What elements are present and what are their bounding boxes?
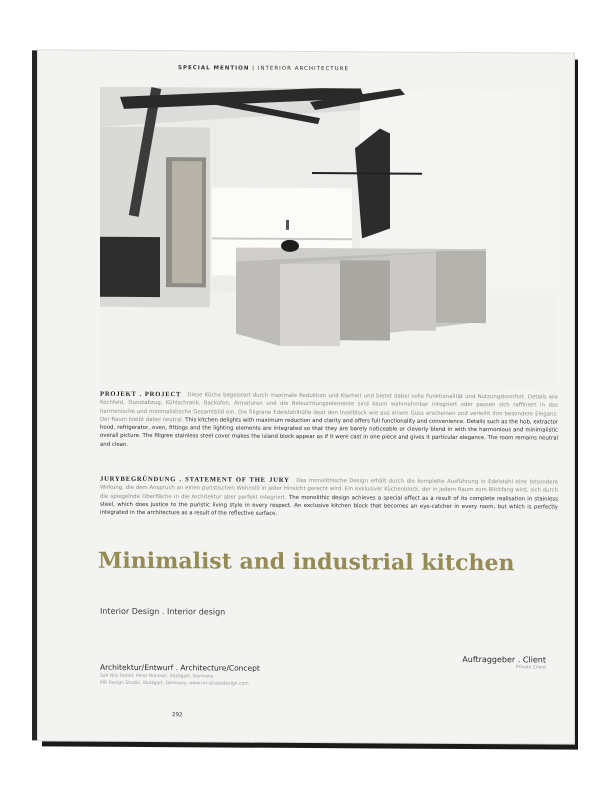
project-label: PROJEKT . PROJECT bbox=[100, 390, 182, 399]
project-section bbox=[100, 391, 558, 452]
header-category: SPECIAL MENTION bbox=[178, 65, 250, 72]
client-value: Private Client bbox=[515, 665, 546, 671]
kitchen-photo bbox=[100, 87, 556, 386]
jury-label: JURYBEGRÜNDUNG . STATEMENT OF THE JURY bbox=[100, 475, 290, 484]
page-title: Minimalist and industrial kitchen bbox=[98, 547, 515, 577]
architecture-line-1: Sah Nils Detlef, Peter Ruhmer, Stuttgart, Germany bbox=[100, 673, 214, 680]
architecture-info bbox=[100, 663, 260, 687]
client-label: Auftraggeber . Client bbox=[462, 654, 546, 665]
jury-text-de: Das monolithische Design erhält durch die komplette Ausführung in Edelstahl eine besondere Wirkung, die dem Anspruch an einen puristischen Wohnstil in jeder Hinsicht gerecht wird. Ein exklusiver Küchenblock, der in jedem Raum zum Blickfang wird, sich durch die spiegelnde Oberfläche in die Architektur aber perfekt integriert. bbox=[100, 477, 558, 501]
magazine-page bbox=[38, 50, 574, 743]
architecture-line-2: MR Design Studio, Stuttgart, Germany, www.mr-studiodesign.com bbox=[100, 680, 249, 687]
kitchen-photo-illustration bbox=[100, 87, 556, 386]
page-number: 292 bbox=[172, 712, 183, 719]
header-subcategory: INTERIOR ARCHITECTURE bbox=[257, 65, 349, 73]
project-text-de: Diese Küche begeistert durch maximale Reduktion und Klarheit und bietet dabei volle Funktionalität und Nutzungskomfort. Details wie Kochfeld, Dunstabzug, Kühlschrank, Backofen, Armaturen und die Beleuchtungselemente sind kaum wahrnehmbar integriert oder passen sich raffiniert in das harmonische und minimalistische Gesamtbild ein. Die filigrane Edelstahlhülle lässt den Inselblock wie aus einem Guss erscheinen und verleiht ihm besondere Eleganz. Der Raum bleibt dabei neutral. bbox=[100, 392, 558, 424]
client-info bbox=[462, 655, 546, 671]
jury-section bbox=[100, 476, 558, 520]
page-subtitle: Interior Design . Interior design bbox=[100, 606, 226, 617]
project-text-en: This kitchen delights with maximum reduction and clarity and offers full functionality and convenience. Details such as the hob, extractor hood, refrigerator, oven, fittings and the lighting elements are integrated so that they are barely noticeable or cleverly blend in with the harmonious and minimalistic overall picture. The filigree stainless steel cover makes the island block appear as if it were cast in one piece and gives it particular elegance. The room remains neutral and clean. bbox=[100, 417, 558, 448]
page-header: SPECIAL MENTION | INTERIOR ARCHITECTURE bbox=[178, 65, 349, 73]
architecture-label: Architektur/Entwurf . Architecture/Concept bbox=[100, 662, 260, 673]
jury-text-en: The monolithic design achieves a special effect as a result of its complete realisation in stainless steel, which does justice to the puristic living style in every respect. An exclusive kitchen block that becomes an eye-catcher in every room, but which is perfectly integrated in the architecture as a result of the reflective surface. bbox=[100, 494, 558, 518]
